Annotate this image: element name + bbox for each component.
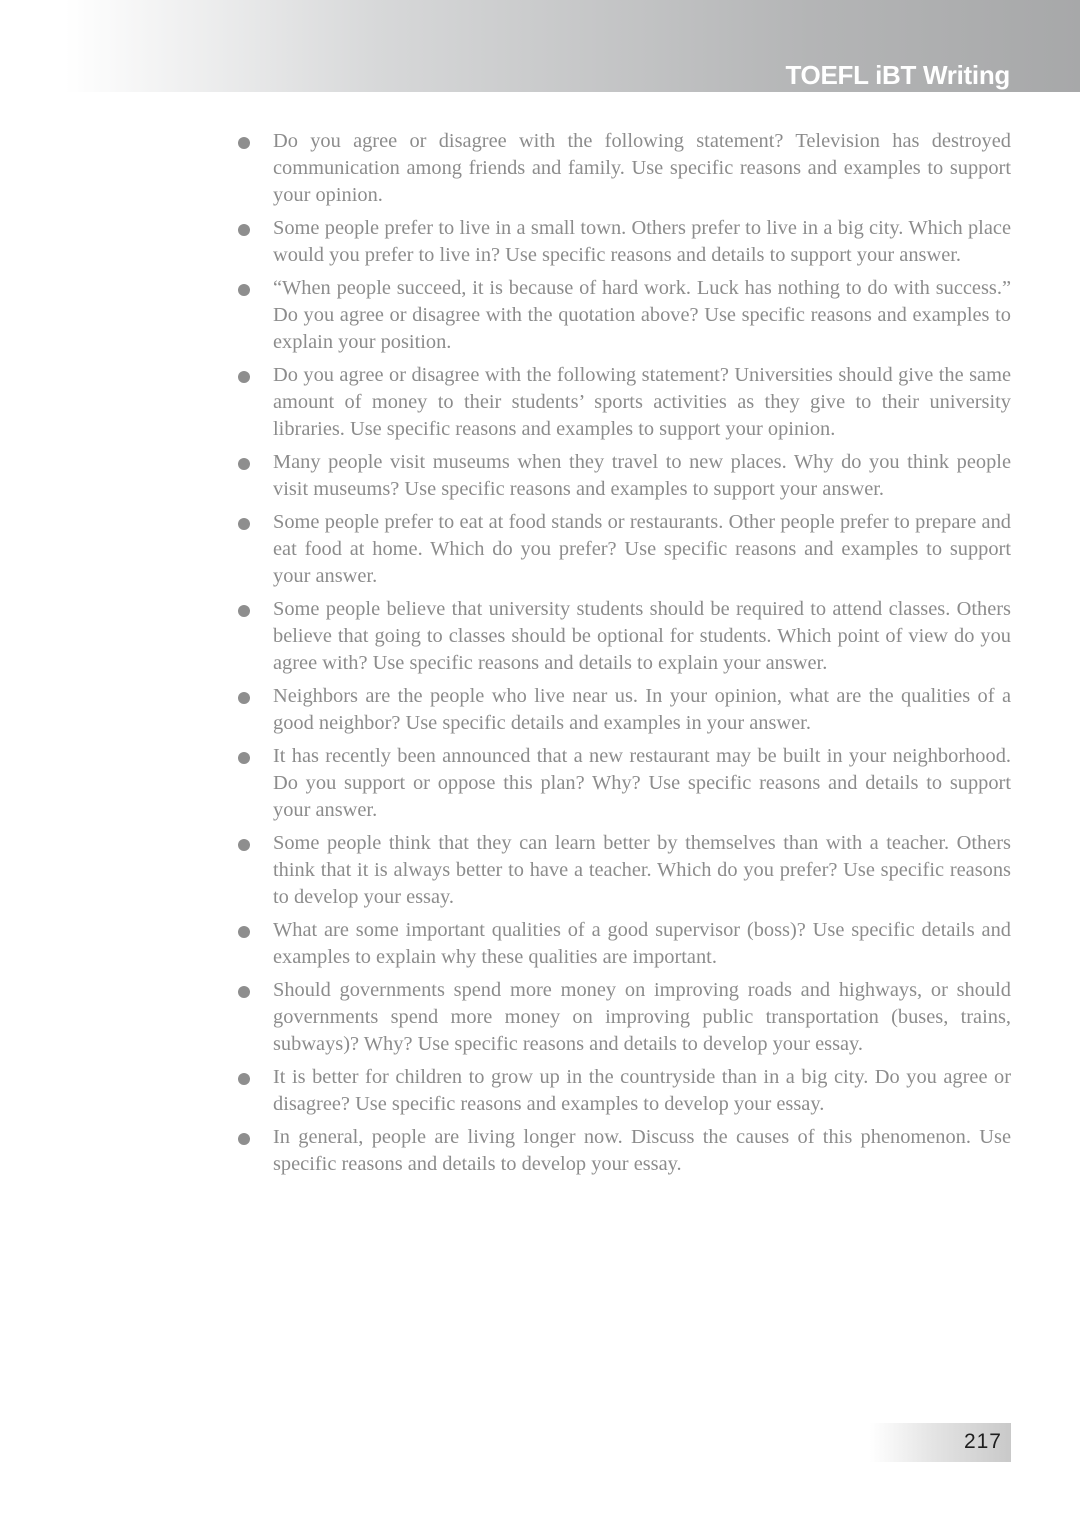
- bullet-icon: [238, 1073, 250, 1085]
- bullet-icon: [238, 926, 250, 938]
- list-item: [232, 743, 1011, 824]
- list-item: [232, 977, 1011, 1058]
- prompt-text: Many people visit museums when they travel to new places. Why do you think people visit museums? Use specific reasons and examples to support your answer.: [273, 451, 1011, 500]
- bullet-icon: [238, 458, 250, 470]
- list-item: [232, 596, 1011, 677]
- prompt-text: Do you agree or disagree with the following statement? Television has destroyed communication among friends and family. Use specific reasons and examples to support your opinion.: [273, 130, 1011, 206]
- prompt-text: Some people prefer to eat at food stands or restaurants. Other people prefer to prepare and eat food at home. Which do you prefer? Use specific reasons and examples to support your answer.: [273, 511, 1011, 587]
- running-header-title: TOEFL iBT Writing: [785, 60, 1010, 90]
- prompt-text: It is better for children to grow up in the countryside than in a big city. Do you agree or disagree? Use specific reasons and examples to develop your essay.: [273, 1066, 1011, 1115]
- prompt-text: In general, people are living longer now. Discuss the causes of this phenomenon. Use specific reasons and details to develop your essay.: [273, 1126, 1011, 1175]
- list-item: [232, 215, 1011, 269]
- prompt-text: Do you agree or disagree with the following statement? Universities should give the same amount of money to their students’ sports activities as they give to their university libraries. Use specific reasons and examples to support your opinion.: [273, 364, 1011, 440]
- prompt-text: Neighbors are the people who live near us. In your opinion, what are the qualities of a good neighbor? Use specific details and examples in your answer.: [273, 685, 1011, 734]
- bullet-icon: [238, 371, 250, 383]
- list-item: [232, 917, 1011, 971]
- list-item: [232, 128, 1011, 209]
- page-number-box: [870, 1423, 1011, 1462]
- list-item: [232, 1064, 1011, 1118]
- bullet-icon: [238, 752, 250, 764]
- prompt-text: “When people succeed, it is because of hard work. Luck has nothing to do with success.” Do you agree or disagree with the quotation above? Use specific reasons and examples to explain your position.: [273, 277, 1011, 353]
- bullet-icon: [238, 518, 250, 530]
- bullet-icon: [238, 986, 250, 998]
- list-item: [232, 1124, 1011, 1178]
- bullet-icon: [238, 284, 250, 296]
- bullet-icon: [238, 137, 250, 149]
- list-item: [232, 509, 1011, 590]
- list-item: [232, 449, 1011, 503]
- bullet-icon: [238, 839, 250, 851]
- bullet-icon: [238, 605, 250, 617]
- list-item: [232, 830, 1011, 911]
- list-item: [232, 683, 1011, 737]
- list-item: [232, 362, 1011, 443]
- prompt-text: Some people think that they can learn better by themselves than with a teacher. Others think that it is always better to have a teacher. Which do you prefer? Use specific reasons to develop your essay.: [273, 832, 1011, 908]
- header-band: [0, 0, 1080, 92]
- prompt-text: It has recently been announced that a new restaurant may be built in your neighborhood. Do you support or oppose this plan? Why? Use specific reasons and details to support your answer.: [273, 745, 1011, 821]
- bullet-icon: [238, 1133, 250, 1145]
- essay-prompt-list: [232, 128, 1011, 1184]
- page-number: 217: [963, 1430, 1002, 1453]
- bullet-icon: [238, 692, 250, 704]
- prompt-text: Should governments spend more money on improving roads and highways, or should governments spend more money on improving public transportation (buses, trains, subways)? Why? Use specific reasons and details to develop your essay.: [273, 979, 1011, 1055]
- list-item: [232, 275, 1011, 356]
- prompt-text: Some people prefer to live in a small town. Others prefer to live in a big city. Which place would you prefer to live in? Use specific reasons and details to support your answer.: [273, 217, 1011, 266]
- prompt-text: Some people believe that university students should be required to attend classes. Others believe that going to classes should be optional for students. Which point of view do you agree with? Use specific reasons and details to explain your answer.: [273, 598, 1011, 674]
- bullet-icon: [238, 224, 250, 236]
- prompt-text: What are some important qualities of a good supervisor (boss)? Use specific details and examples to explain why these qualities are important.: [273, 919, 1011, 968]
